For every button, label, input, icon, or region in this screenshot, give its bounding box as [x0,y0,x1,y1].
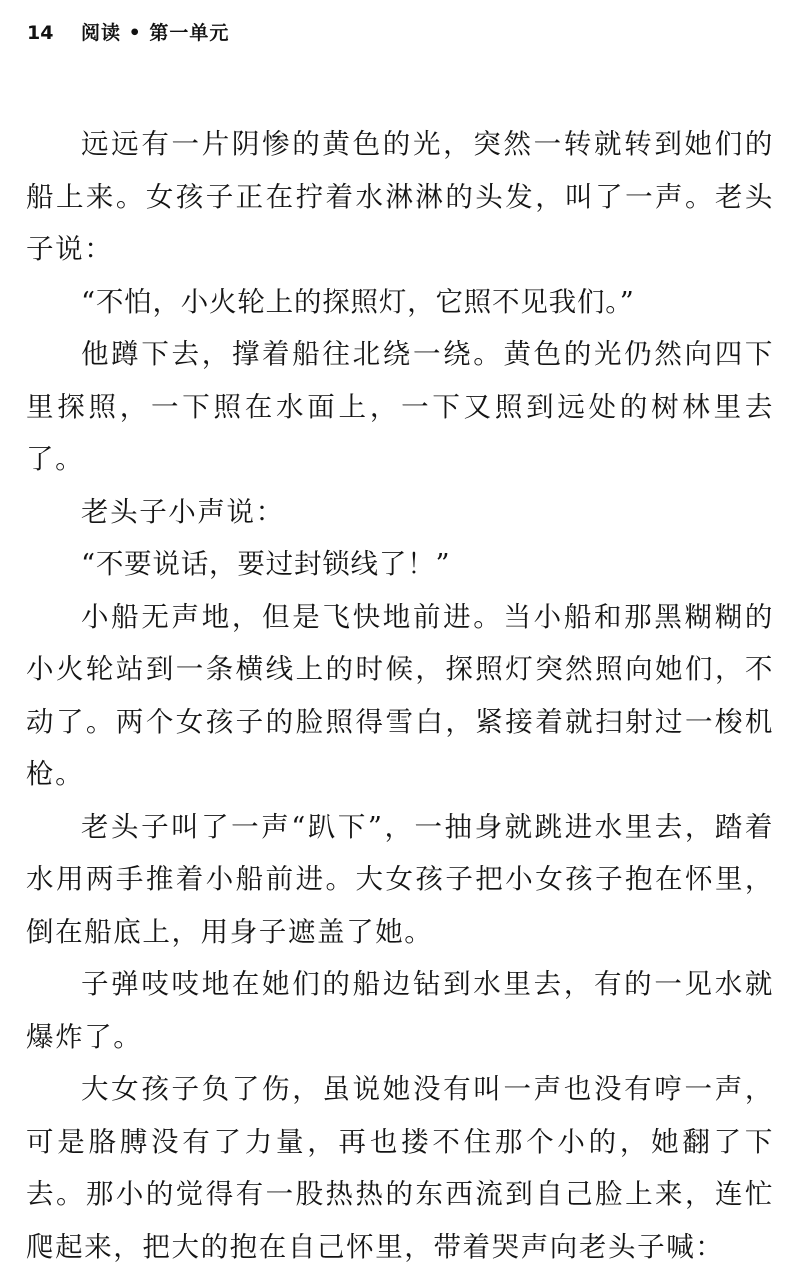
paragraph: 子弹吱吱地在她们的船边钻到水里去，有的一见水就爆炸了。 [26,968,774,1053]
paragraph: “不怕，小火轮上的探照灯，它照不见我们。” [81,285,635,318]
paragraph: 他蹲下去，撑着船往北绕一绕。黄色的光仍然向四下里探照，一下照在水面上，一下又照到远处的树林里去了。 [26,338,774,475]
paragraph: 远远有一片阴惨的黄色的光，突然一转就转到她们的船上来。女孩子正在拧着水淋淋的头发，叫了一声。老头子说： [26,128,774,265]
page-header [27,18,229,46]
section-title: 阅读 • 第一单元 [81,22,230,44]
paragraph: 小船无声地，但是飞快地前进。当小船和那黑糊糊的小火轮站到一条横线上的时候，探照灯突然照向她们，不动了。两个女孩子的脸照得雪白，紧接着就扫射过一梭机枪。 [26,600,774,790]
paragraph: 老头子小声说： [81,495,285,528]
paragraph: 大女孩子负了伤，虽说她没有叫一声也没有哼一声，可是胳膊没有了力量，再也搂不住那个小的，她翻了下去。那小的觉得有一股热热的东西流到自己脸上来，连忙爬起来，把大的抱在自己怀里，带着哭声向老头子喊： [26,1073,774,1263]
paragraph: 老头子叫了一声“趴下”，一抽身就跳进水里去，踏着水用两手推着小船前进。大女孩子把小女孩子抱在怀里，倒在船底上，用身子遮盖了她。 [26,810,774,948]
paragraph: “不要说话，要过封锁线了！” [81,548,451,580]
body-text [26,118,774,1273]
page-number: 14 [27,22,54,44]
